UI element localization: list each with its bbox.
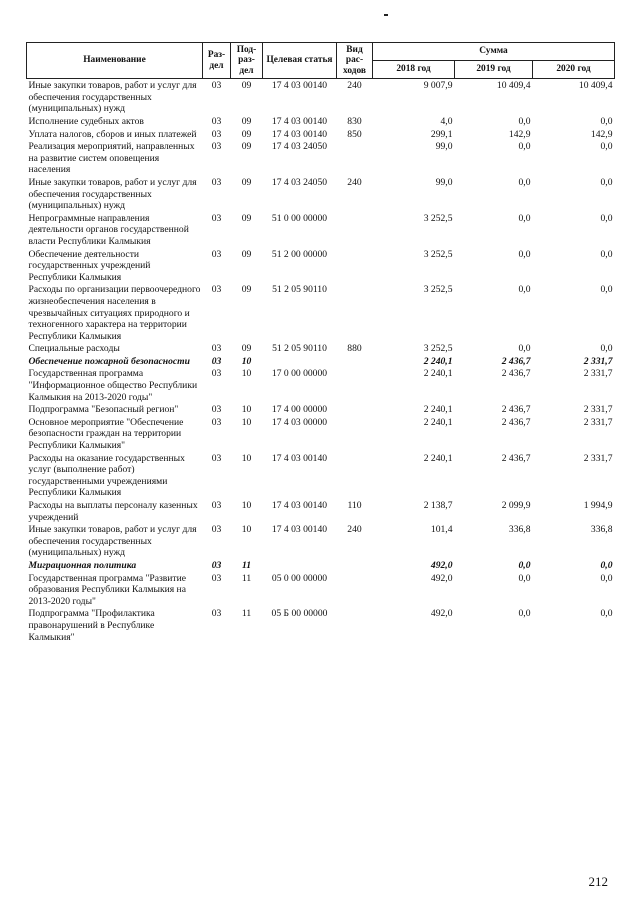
row-celevaya: 17 4 03 00140 bbox=[271, 500, 328, 511]
row-celevaya: 17 0 00 00000 bbox=[271, 368, 328, 380]
row-sum-2020: 0,0 bbox=[600, 572, 613, 584]
row-sum-2018: 3 252,5 bbox=[423, 248, 453, 260]
section-row bbox=[27, 560, 615, 573]
row-podrazdel: 09 bbox=[241, 141, 252, 153]
row-razdel: 03 bbox=[211, 500, 222, 511]
row-sum-2018: 2 240,1 bbox=[423, 452, 453, 464]
row-sum-2018: 99,0 bbox=[435, 176, 453, 188]
col-celevaya-header: Целевая статья bbox=[263, 43, 337, 79]
row-podrazdel: 09 bbox=[241, 176, 252, 188]
table-row bbox=[27, 500, 615, 524]
row-sum-2018: 4,0 bbox=[440, 116, 453, 127]
row-sum-2020: 2 331,7 bbox=[583, 404, 613, 416]
row-name: Подпрограмма "Безопасный регион" bbox=[28, 404, 179, 416]
row-celevaya: 17 4 03 00140 bbox=[271, 128, 328, 140]
row-vid: 240 bbox=[347, 80, 362, 92]
row-sum-2019: 2 436,7 bbox=[501, 368, 531, 380]
row-razdel: 03 bbox=[211, 141, 222, 153]
row-sum-2018: 2 240,1 bbox=[423, 355, 453, 367]
row-razdel: 03 bbox=[211, 248, 222, 260]
col-2018-header: 2018 год bbox=[373, 61, 455, 79]
row-name: Расходы на выплаты персоналу казенных учреждений bbox=[28, 500, 198, 523]
row-podrazdel: 10 bbox=[241, 368, 252, 380]
row-sum-2019: 0,0 bbox=[518, 141, 531, 153]
row-name: Реализация мероприятий, направленных на развитие систем оповещения населения bbox=[28, 141, 195, 176]
table-row bbox=[27, 141, 615, 177]
row-sum-2020: 0,0 bbox=[600, 176, 613, 188]
row-vid: 850 bbox=[347, 128, 362, 140]
row-sum-2020: 0,0 bbox=[600, 559, 613, 571]
row-celevaya: 05 0 00 00000 bbox=[271, 572, 328, 584]
row-celevaya bbox=[263, 356, 337, 369]
row-sum-2020: 2 331,7 bbox=[583, 355, 613, 367]
row-vid bbox=[337, 608, 373, 644]
row-celevaya: 17 4 03 00140 bbox=[271, 80, 328, 92]
row-razdel: 03 bbox=[211, 368, 222, 380]
row-sum-2020: 2 331,7 bbox=[583, 452, 613, 464]
row-vid bbox=[337, 368, 373, 404]
table-row bbox=[27, 524, 615, 560]
row-razdel: 03 bbox=[211, 416, 222, 428]
col-razdel-header: Раз-дел bbox=[203, 43, 231, 79]
row-sum-2019: 0,0 bbox=[518, 212, 531, 224]
table-row bbox=[27, 249, 615, 285]
row-sum-2019: 2 436,7 bbox=[501, 355, 531, 367]
row-celevaya: 17 4 03 00140 bbox=[271, 524, 328, 536]
row-sum-2019: 336,8 bbox=[508, 524, 531, 536]
row-celevaya bbox=[263, 560, 337, 573]
row-sum-2019: 2 436,7 bbox=[501, 404, 531, 416]
table-row bbox=[27, 284, 615, 343]
row-sum-2018: 299,1 bbox=[430, 128, 453, 140]
table-header bbox=[27, 43, 615, 79]
row-sum-2018: 492,0 bbox=[430, 559, 453, 571]
row-name: Непрограммные направления деятельности органов государственной власти Республики Калмыкия bbox=[28, 212, 189, 247]
row-sum-2020: 2 331,7 bbox=[583, 416, 613, 428]
row-razdel: 03 bbox=[211, 608, 222, 620]
row-sum-2018: 3 252,5 bbox=[423, 284, 453, 296]
row-vid: 110 bbox=[347, 500, 362, 511]
row-vid bbox=[337, 560, 373, 573]
row-sum-2019: 142,9 bbox=[508, 128, 531, 140]
row-sum-2018: 3 252,5 bbox=[423, 212, 453, 224]
section-row bbox=[27, 356, 615, 369]
table-row bbox=[27, 343, 615, 356]
row-sum-2020: 142,9 bbox=[590, 128, 613, 140]
row-name: Уплата налогов, сборов и иных платежей bbox=[28, 128, 197, 140]
row-sum-2018: 492,0 bbox=[430, 572, 453, 584]
row-celevaya: 17 4 03 24050 bbox=[271, 141, 328, 153]
table-row bbox=[27, 177, 615, 213]
table-row bbox=[27, 116, 615, 129]
row-vid bbox=[337, 417, 373, 453]
row-sum-2020: 0,0 bbox=[600, 141, 613, 153]
row-celevaya: 51 0 00 00000 bbox=[271, 212, 328, 224]
row-sum-2019: 2 436,7 bbox=[501, 452, 531, 464]
row-vid bbox=[337, 573, 373, 609]
row-name: Подпрограмма "Профилактика правонарушений в Республике Калмыкия" bbox=[28, 608, 155, 643]
row-name: Иные закупки товаров, работ и услуг для обеспечения государственных (муниципальных) нужд bbox=[28, 80, 197, 115]
col-2020-header: 2020 год bbox=[533, 61, 615, 79]
row-celevaya: 51 2 00 00000 bbox=[271, 248, 328, 260]
row-razdel: 03 bbox=[211, 212, 222, 224]
table-row bbox=[27, 608, 615, 644]
row-razdel: 03 bbox=[211, 355, 222, 367]
row-sum-2020: 0,0 bbox=[600, 284, 613, 296]
row-sum-2019: 0,0 bbox=[518, 248, 531, 260]
row-razdel: 03 bbox=[211, 572, 222, 584]
row-celevaya: 17 4 03 00140 bbox=[271, 116, 328, 127]
row-name: Специальные расходы bbox=[28, 343, 120, 355]
row-sum-2019: 0,0 bbox=[518, 608, 531, 620]
row-razdel: 03 bbox=[211, 524, 222, 536]
row-sum-2019: 0,0 bbox=[518, 343, 531, 355]
row-name: Миграционная политика bbox=[28, 559, 137, 571]
row-name: Иные закупки товаров, работ и услуг для обеспечения государственных (муниципальных) нужд bbox=[28, 176, 197, 212]
col-2019-header: 2019 год bbox=[455, 61, 533, 79]
row-vid bbox=[337, 356, 373, 369]
row-vid: 830 bbox=[347, 116, 362, 127]
table-row bbox=[27, 417, 615, 453]
row-sum-2019: 2 436,7 bbox=[501, 416, 531, 428]
row-name: Расходы на оказание государственных услуг (выполнение работ) государственными учреждениями Республики Калмыкия bbox=[28, 452, 185, 499]
row-podrazdel: 09 bbox=[241, 116, 252, 127]
row-razdel: 03 bbox=[211, 284, 222, 296]
row-podrazdel: 10 bbox=[241, 524, 252, 536]
row-name: Расходы по организации первоочередного жизнеобеспечения населения в чрезвычайных ситуациях природного и техногенного характера на территории Республики Калмыкия bbox=[28, 284, 201, 342]
row-sum-2020: 0,0 bbox=[600, 343, 613, 355]
table-row bbox=[27, 213, 615, 249]
row-podrazdel: 10 bbox=[241, 452, 252, 464]
table-row bbox=[27, 404, 615, 417]
row-podrazdel: 09 bbox=[241, 248, 252, 260]
row-podrazdel: 09 bbox=[241, 212, 252, 224]
row-vid bbox=[337, 284, 373, 343]
row-name: Обеспечение пожарной безопасности bbox=[28, 355, 190, 367]
row-podrazdel: 11 bbox=[241, 572, 252, 584]
row-celevaya: 05 Б 00 00000 bbox=[271, 608, 328, 620]
row-sum-2019: 0,0 bbox=[518, 284, 531, 296]
row-name: Обеспечение деятельности государственных учреждений Республики Калмыкия bbox=[28, 248, 151, 283]
row-sum-2020: 0,0 bbox=[600, 608, 613, 620]
row-sum-2019: 2 099,9 bbox=[501, 500, 531, 511]
row-celevaya: 17 4 03 00000 bbox=[271, 416, 328, 428]
row-vid bbox=[337, 404, 373, 417]
row-razdel: 03 bbox=[211, 559, 222, 571]
row-vid: 880 bbox=[347, 343, 362, 355]
row-sum-2019: 10 409,4 bbox=[496, 80, 531, 92]
row-podrazdel: 10 bbox=[241, 355, 252, 367]
row-celevaya: 17 4 03 00140 bbox=[271, 452, 328, 464]
row-podrazdel: 09 bbox=[241, 343, 252, 355]
row-celevaya: 51 2 05 90110 bbox=[272, 284, 327, 296]
row-name: Государственная программа "Развитие образования Республики Калмыкия на 2013-2020 годы" bbox=[28, 572, 187, 607]
row-sum-2019: 0,0 bbox=[518, 176, 531, 188]
row-name: Иные закупки товаров, работ и услуг для обеспечения государственных (муниципальных) нужд bbox=[28, 524, 197, 559]
row-sum-2020: 10 409,4 bbox=[578, 80, 613, 92]
table-body bbox=[27, 79, 615, 644]
col-podrazdel-header: Под-раз-дел bbox=[231, 43, 263, 79]
row-vid bbox=[337, 213, 373, 249]
row-podrazdel: 10 bbox=[241, 500, 252, 511]
col-summa-header: Сумма bbox=[373, 43, 615, 61]
table-row bbox=[27, 573, 615, 609]
row-razdel: 03 bbox=[211, 343, 222, 355]
row-razdel: 03 bbox=[211, 176, 222, 188]
row-sum-2018: 3 252,5 bbox=[423, 343, 453, 355]
row-razdel: 03 bbox=[211, 80, 222, 92]
row-name: Государственная программа "Информационное общество Республики Калмыкия на 2013-2020 годы" bbox=[28, 368, 198, 403]
budget-table bbox=[26, 42, 615, 644]
row-celevaya: 51 2 05 90110 bbox=[272, 343, 327, 355]
row-sum-2018: 2 240,1 bbox=[423, 404, 453, 416]
row-podrazdel: 10 bbox=[241, 404, 252, 416]
row-vid bbox=[337, 453, 373, 500]
table-row bbox=[27, 368, 615, 404]
row-sum-2019: 0,0 bbox=[518, 572, 531, 584]
row-sum-2018: 2 138,7 bbox=[423, 500, 453, 511]
col-name-header: Наименование bbox=[27, 43, 203, 79]
row-podrazdel: 09 bbox=[241, 284, 252, 296]
row-vid: 240 bbox=[347, 176, 362, 188]
row-celevaya: 17 4 00 00000 bbox=[271, 404, 328, 416]
row-sum-2020: 336,8 bbox=[590, 524, 613, 536]
row-sum-2018: 101,4 bbox=[430, 524, 453, 536]
row-razdel: 03 bbox=[211, 404, 222, 416]
row-podrazdel: 10 bbox=[241, 416, 252, 428]
row-vid bbox=[337, 141, 373, 177]
page-number: 212 bbox=[588, 874, 608, 889]
row-sum-2020: 0,0 bbox=[600, 116, 613, 127]
row-vid: 240 bbox=[347, 524, 362, 536]
row-podrazdel: 09 bbox=[241, 128, 252, 140]
row-sum-2020: 1 994,9 bbox=[583, 500, 613, 511]
row-sum-2020: 0,0 bbox=[600, 212, 613, 224]
table-row bbox=[27, 129, 615, 142]
row-sum-2018: 492,0 bbox=[430, 608, 453, 620]
row-name: Исполнение судебных актов bbox=[28, 116, 144, 127]
row-sum-2018: 2 240,1 bbox=[423, 368, 453, 380]
row-sum-2018: 99,0 bbox=[435, 141, 453, 153]
row-sum-2020: 0,0 bbox=[600, 248, 613, 260]
row-razdel: 03 bbox=[211, 116, 222, 127]
row-podrazdel: 09 bbox=[241, 80, 252, 92]
scan-mark bbox=[384, 14, 388, 16]
row-razdel: 03 bbox=[211, 452, 222, 464]
table-row bbox=[27, 79, 615, 116]
table-row bbox=[27, 453, 615, 500]
row-sum-2018: 2 240,1 bbox=[423, 416, 453, 428]
row-sum-2018: 9 007,9 bbox=[423, 80, 453, 92]
row-podrazdel: 11 bbox=[241, 608, 252, 620]
row-razdel: 03 bbox=[211, 128, 222, 140]
row-podrazdel: 11 bbox=[241, 559, 252, 571]
row-sum-2019: 0,0 bbox=[518, 559, 531, 571]
row-celevaya: 17 4 03 24050 bbox=[271, 176, 328, 188]
row-sum-2019: 0,0 bbox=[518, 116, 531, 127]
row-name: Основное мероприятие "Обеспечение безопасности граждан на территории Республики Калмыкия" bbox=[28, 416, 184, 452]
row-sum-2020: 2 331,7 bbox=[583, 368, 613, 380]
col-vid-header: Вид рас-ходов bbox=[337, 43, 373, 79]
row-vid bbox=[337, 249, 373, 285]
